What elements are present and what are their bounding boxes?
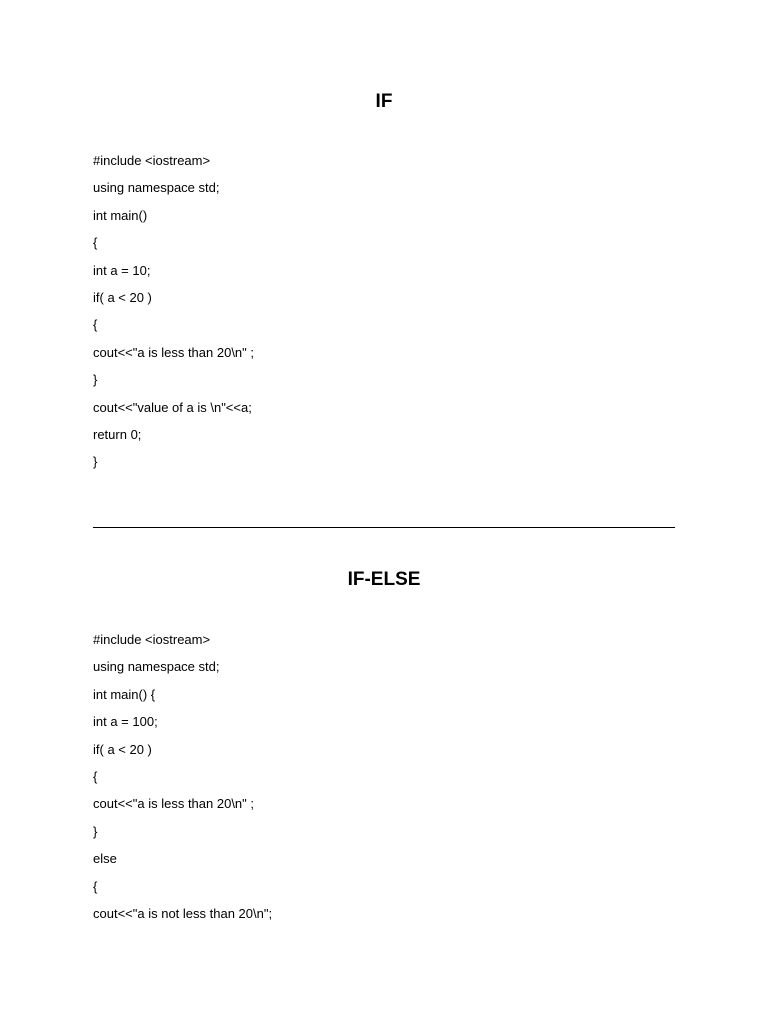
- code-line: {: [93, 317, 98, 333]
- code-line: cout<<"value of a is \n"<<a;: [93, 399, 252, 415]
- section-title-if: IF: [375, 91, 393, 112]
- section-title-if-else: IF-ELSE: [347, 569, 421, 590]
- code-line: return 0;: [93, 426, 142, 442]
- code-block-if-else: [93, 632, 693, 933]
- code-line: #include <iostream>: [93, 153, 211, 168]
- code-line: if( a < 20 ): [93, 289, 152, 305]
- code-line: }: [93, 823, 98, 839]
- code-line: if( a < 20 ): [93, 741, 152, 757]
- code-line: int a = 100;: [93, 714, 158, 730]
- code-line: int main() {: [93, 686, 156, 702]
- code-line: using namespace std;: [93, 659, 220, 675]
- code-line: }: [93, 372, 98, 388]
- code-line: int main(): [93, 207, 148, 223]
- code-line: cout<<"a is less than 20\n" ;: [93, 344, 254, 360]
- code-line: int a = 10;: [93, 262, 151, 278]
- code-line: cout<<"a is not less than 20\n";: [93, 905, 273, 921]
- code-line: else: [93, 851, 117, 867]
- code-line: cout<<"a is less than 20\n" ;: [93, 796, 254, 812]
- section-divider: [93, 527, 675, 528]
- code-line: {: [93, 768, 98, 784]
- code-block-if: [93, 153, 693, 482]
- code-line: using namespace std;: [93, 180, 220, 196]
- code-line: {: [93, 235, 98, 251]
- code-line: #include <iostream>: [93, 632, 211, 647]
- code-line: }: [93, 454, 98, 470]
- code-line: {: [93, 878, 98, 894]
